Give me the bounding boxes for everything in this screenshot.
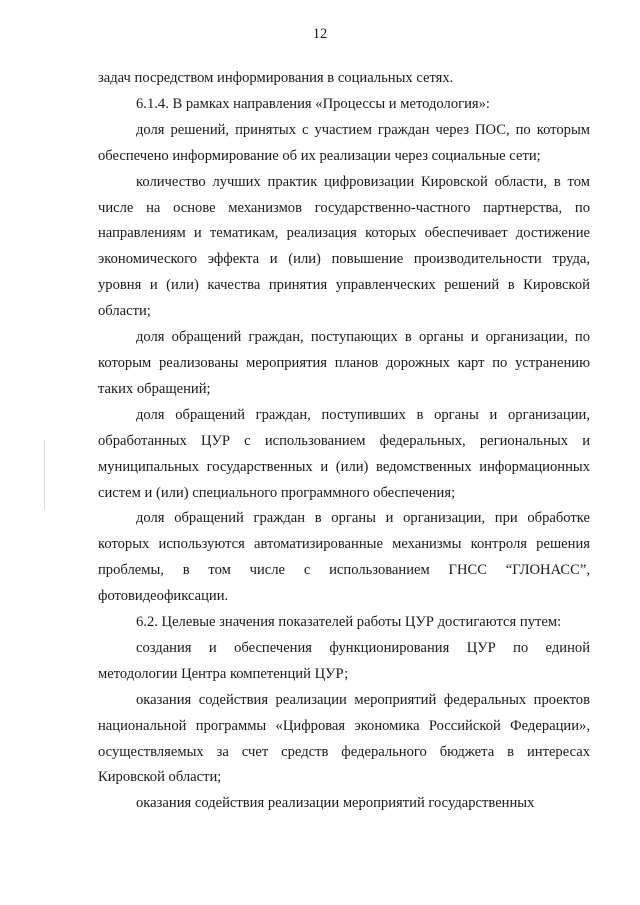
paragraph: количество лучших практик цифровизации Кировской области, в том числе на основе механизмов государственно-частного партнерства, по направлениям и тематикам, реализация которых обеспечивает достижение экономического эффекта и (или) повышение производительности труда, уровня и (или) качества принятия управленческих решений в Кировской области; [98, 173, 590, 320]
paragraph: оказания содействия реализации мероприятий федеральных проектов национальной программы «Цифровая экономика Российской Федерации», осуществляемых за счет средств федерального бюджета в интересах Кировской области; [98, 691, 590, 786]
paragraph-continuation: задач посредством информирования в социальных сетях. [98, 70, 454, 86]
section-heading-6-1-4: 6.1.4. В рамках направления «Процессы и методология»: [136, 95, 490, 112]
paragraph: доля обращений граждан, поступивших в органы и организации, обработанных ЦУР с использованием федеральных, региональных и муниципальных государственных и (или) ведомственных информационных систем и (или) специального программного обеспечения; [98, 406, 590, 501]
paragraph: доля решений, принятых с участием граждан через ПОС, по которым обеспечено информирование об их реализации через социальные сети; [98, 121, 590, 164]
page-body [98, 66, 590, 817]
paragraph: доля обращений граждан, поступающих в органы и организации, по которым реализованы мероприятия планов дорожных карт по устранению таких обращений; [98, 329, 590, 397]
section-heading-6-2: 6.2. Целевые значения показателей работы ЦУР достигаются путем: [136, 614, 562, 631]
page-number: 12 [312, 26, 328, 42]
paragraph-truncated: оказания содействия реализации мероприятий государственных [136, 795, 535, 812]
paragraph: создания и обеспечения функционирования ЦУР по единой методологии Центра компетенций ЦУР; [98, 639, 590, 682]
margin-scan-mark [44, 440, 45, 510]
paragraph: доля обращений граждан в органы и организации, при обработке которых используются автоматизированные механизмы контроля решения проблемы, в том числе с использованием ГНСС “ГЛОНАСС”, фотовидеофиксации. [98, 510, 590, 605]
